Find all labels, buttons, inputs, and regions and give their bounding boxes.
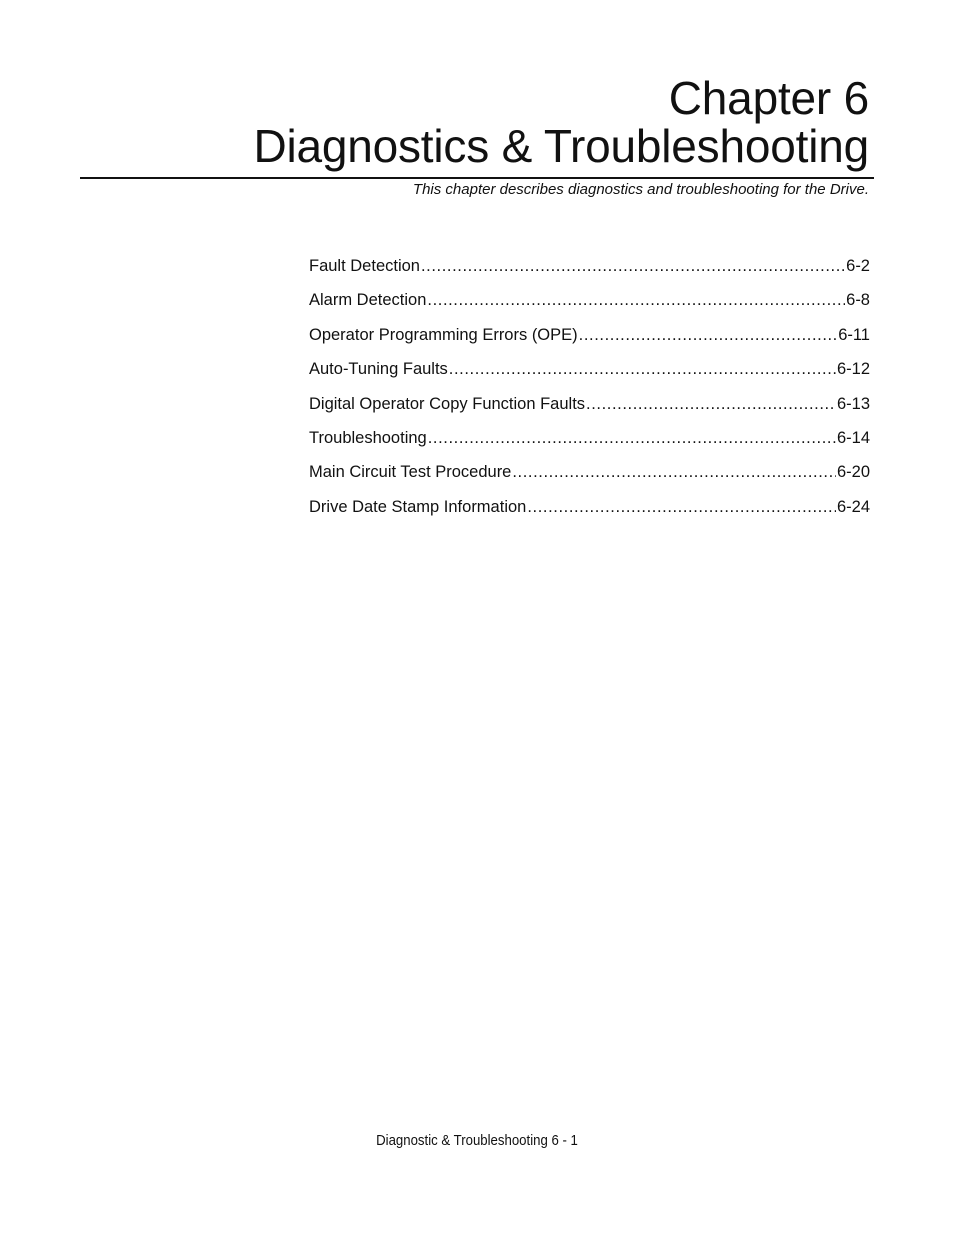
toc-entry-label: Alarm Detection	[309, 291, 427, 310]
toc-entry[interactable]	[309, 496, 870, 530]
toc-dot-leader	[421, 255, 845, 277]
toc-dot-leader	[428, 427, 836, 449]
toc-entry[interactable]	[309, 324, 870, 358]
toc-entry[interactable]	[309, 393, 870, 427]
toc-entry-label: Troubleshooting	[309, 428, 427, 447]
toc-dot-leader	[527, 496, 836, 518]
toc-entry-page: 6-11	[838, 325, 870, 344]
toc-entry[interactable]	[309, 255, 870, 289]
toc-entry[interactable]	[309, 427, 870, 461]
toc-entry-label: Drive Date Stamp Information	[309, 497, 527, 516]
toc-dot-leader	[427, 289, 845, 311]
toc-entry-label: Operator Programming Errors (OPE)	[309, 325, 578, 344]
toc-entry-label: Fault Detection	[309, 257, 420, 275]
table-of-contents	[309, 255, 870, 530]
toc-entry[interactable]	[309, 358, 870, 392]
toc-entry-label: Main Circuit Test Procedure	[309, 463, 512, 482]
heading-divider	[80, 177, 874, 179]
toc-entry[interactable]	[309, 461, 870, 495]
toc-dot-leader	[512, 461, 836, 483]
toc-entry-page: 6-13	[836, 394, 870, 413]
toc-entry-page: 6-8	[846, 291, 870, 310]
toc-dot-leader	[586, 393, 836, 415]
toc-dot-leader	[449, 358, 836, 380]
toc-entry-label: Auto-Tuning Faults	[309, 360, 448, 379]
toc-dot-leader	[579, 324, 838, 346]
toc-entry-page: 6-24	[836, 497, 870, 516]
toc-entry-page: 6-12	[836, 360, 870, 379]
toc-entry-page: 6-14	[836, 428, 870, 447]
page-footer: Diagnostic & Troubleshooting 6 - 1	[376, 1132, 578, 1149]
chapter-heading	[253, 74, 869, 170]
chapter-title: Diagnostics & Troubleshooting	[253, 120, 869, 172]
toc-entry-page: 6-2	[846, 257, 870, 275]
toc-entry[interactable]	[309, 289, 870, 323]
toc-entry-page: 6-20	[836, 463, 870, 482]
chapter-subtitle: This chapter describes diagnostics and troubleshooting for the Drive.	[412, 181, 869, 198]
toc-entry-label: Digital Operator Copy Function Faults	[309, 394, 586, 413]
chapter-number: Chapter 6	[668, 72, 869, 124]
